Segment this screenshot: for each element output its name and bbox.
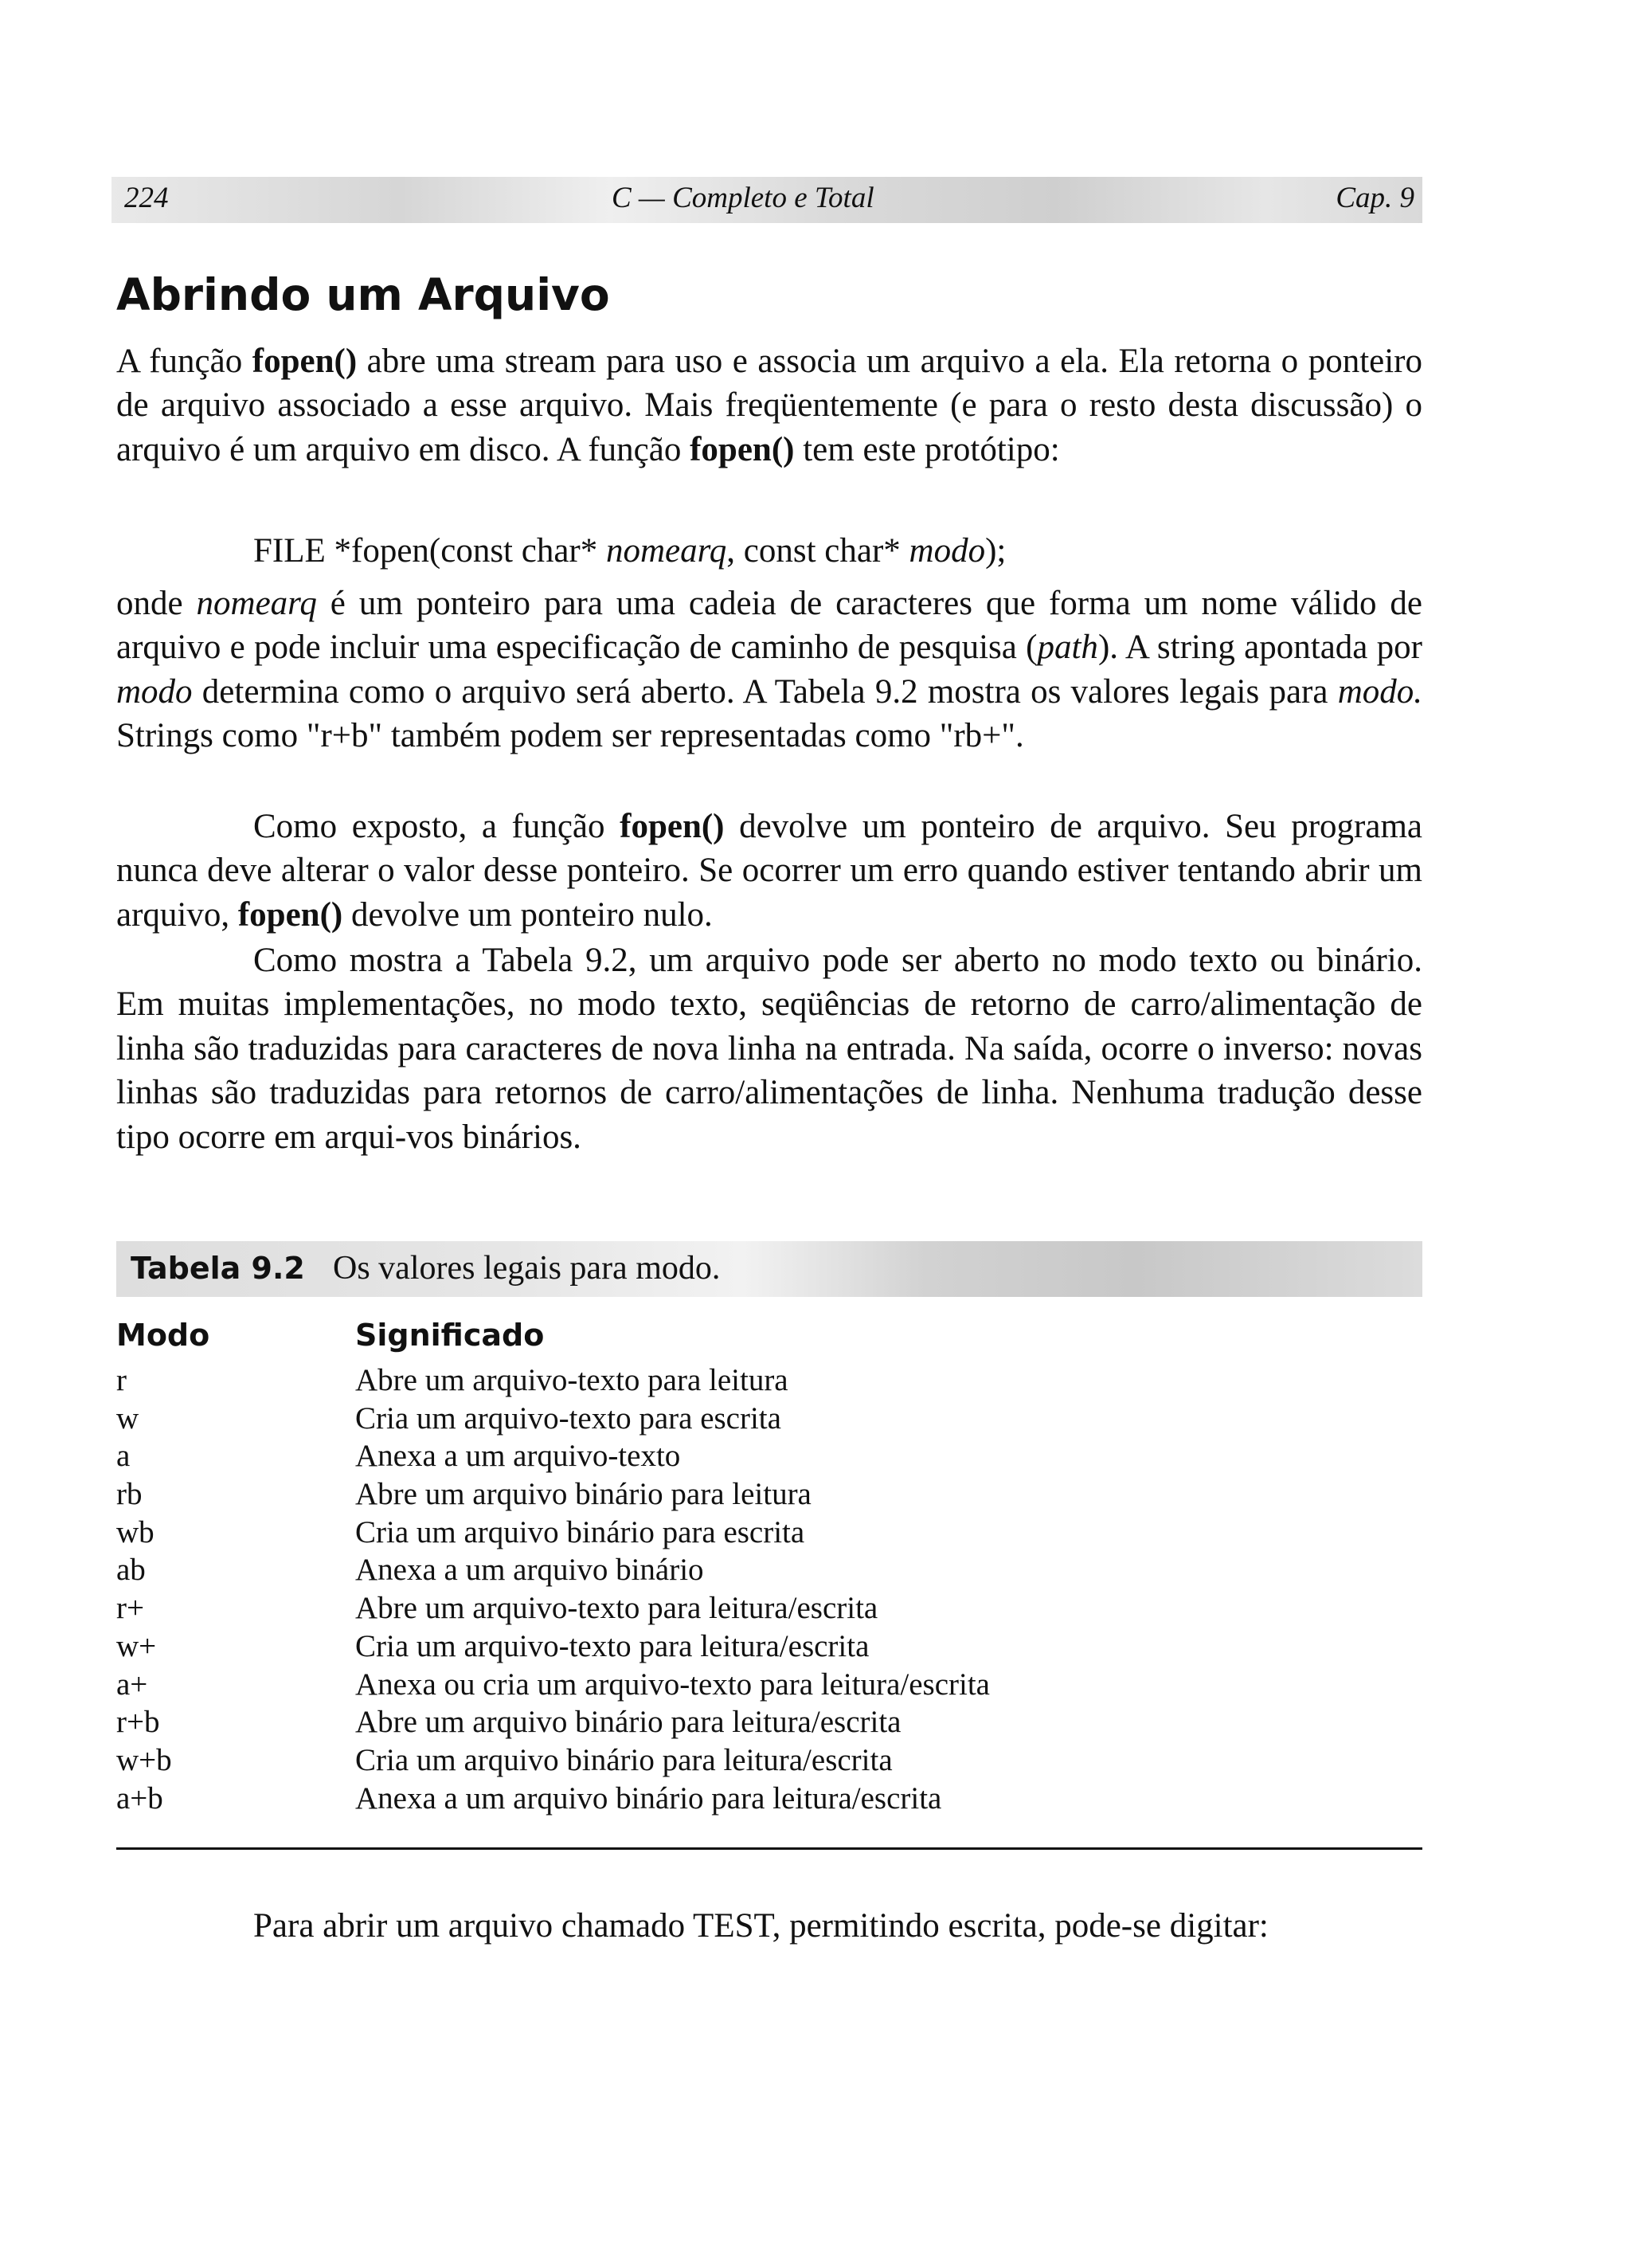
mode-cell: w+	[116, 1628, 157, 1663]
table-row	[116, 1438, 1422, 1476]
closing-sentence: Para abrir um arquivo chamado TEST, permitindo escrita, pode-se digitar:	[253, 1907, 1269, 1945]
text-run: devolve um ponteiro de arquivo. Seu programa nunca deve alterar o valor desse ponteiro. Se ocorrer um erro quando estiver tentando abrir um arquivo,	[116, 808, 1422, 934]
text-run: é um ponteiro para uma cadeia de caracteres que forma um nome válido de arquivo e pode incluir uma especificação de caminho de pesquisa (	[116, 585, 1423, 667]
param-name: nomearq	[196, 585, 317, 622]
meaning-cell: Anexa a um arquivo-texto	[355, 1439, 681, 1474]
text-run: abre uma stream para uso e associa um arquivo a ela. Ela retorna o ponteiro de arquivo associado a esse arquivo. Mais freqüentemente (e para o resto desta discussão) o arquivo é um arquivo em disco. A função	[116, 343, 1422, 468]
text-run: Strings como "r+b" também podem ser representadas como "rb+".	[116, 717, 1024, 755]
paragraph-intro	[116, 339, 1422, 472]
table-bottom-rule	[116, 1847, 1422, 1850]
text-run: determina como o arquivo será aberto. A Tabela 9.2 mostra os valores legais para	[192, 672, 1338, 711]
mode-cell: ab	[116, 1553, 146, 1588]
param-name: modo	[909, 532, 986, 570]
table-row	[116, 1590, 1422, 1628]
function-name: fopen()	[252, 343, 358, 380]
table-row	[116, 1742, 1422, 1780]
meaning-cell: Abre um arquivo binário para leitura/escrita	[355, 1705, 902, 1740]
function-prototype	[253, 529, 1006, 573]
paragraph-params	[116, 582, 1422, 758]
table-row	[116, 1476, 1422, 1514]
mode-cell: wb	[116, 1514, 154, 1549]
table-caption-label: Tabela 9.2	[131, 1251, 305, 1286]
mode-cell: a+b	[116, 1780, 163, 1816]
paragraph-text-binary: Como mostra a Tabela 9.2, um arquivo pode ser aberto no modo texto ou binário. Em muitas implementações, no modo texto, seqüências de retorno de carro/alimentação de linha são traduzidas para caracteres de nova linha na entrada. Na saída, ocorre o inverso: novas linhas são traduzidas para retornos de carro/alimentações de linha. Nenhuma tradução desse tipo ocorre em arqui-vos binários.	[116, 942, 1422, 1156]
table-row	[116, 1362, 1422, 1400]
italic-term: path	[1037, 629, 1098, 667]
text-run: tem este protótipo:	[794, 430, 1060, 468]
text-run: FILE *fopen(const char*	[253, 532, 606, 570]
function-name: fopen()	[690, 430, 795, 468]
table-header-mode: Modo	[116, 1318, 210, 1353]
meaning-cell: Abre um arquivo binário para leitura	[355, 1477, 812, 1512]
function-name: fopen()	[620, 808, 725, 845]
text-run: onde	[116, 585, 197, 622]
running-head	[111, 177, 1422, 223]
table-row	[116, 1400, 1422, 1439]
meaning-cell: Anexa ou cria um arquivo-texto para leitura/escrita	[355, 1667, 990, 1702]
meaning-cell: Anexa a um arquivo binário para leitura/escrita	[355, 1780, 942, 1816]
meaning-cell: Cria um arquivo-texto para leitura/escrita	[355, 1628, 870, 1663]
mode-cell: a+	[116, 1667, 148, 1702]
mode-cell: r+b	[116, 1705, 160, 1740]
text-run: A função	[116, 343, 252, 380]
table-caption	[116, 1241, 1422, 1297]
table-row	[116, 1667, 1422, 1705]
param-name: modo.	[1337, 672, 1422, 711]
text-run: );	[985, 532, 1007, 570]
meaning-cell: Abre um arquivo-texto para leitura/escrita	[355, 1591, 878, 1626]
paragraph-return-value	[116, 805, 1422, 937]
mode-cell: a	[116, 1439, 131, 1474]
meaning-cell: Cria um arquivo binário para escrita	[355, 1514, 805, 1549]
param-name: modo	[116, 672, 193, 711]
section-title: Abrindo um Arquivo	[116, 269, 610, 320]
table-header-meaning: Significado	[355, 1318, 545, 1353]
mode-cell: r	[116, 1363, 127, 1397]
text-run: ). A string apontada por	[1097, 629, 1422, 667]
text-run: Como exposto, a função	[253, 808, 620, 845]
table-row	[116, 1514, 1422, 1553]
text-run: , const char*	[726, 532, 909, 570]
mode-cell: w	[116, 1400, 139, 1436]
meaning-cell: Cria um arquivo binário para leitura/escrita	[355, 1742, 893, 1777]
table-row	[116, 1628, 1422, 1667]
table-row	[116, 1704, 1422, 1742]
mode-cell: w+b	[116, 1742, 172, 1777]
table-caption-text: Os valores legais para modo.	[333, 1250, 721, 1287]
meaning-cell: Abre um arquivo-texto para leitura	[355, 1363, 788, 1397]
param-name: nomearq	[606, 532, 727, 570]
function-name: fopen()	[237, 895, 343, 934]
chapter-label: Cap. 9	[1336, 182, 1414, 214]
page-number: 224	[124, 182, 169, 214]
meaning-cell: Cria um arquivo-texto para escrita	[355, 1400, 781, 1436]
mode-cell: r+	[116, 1591, 144, 1626]
text-run: devolve um ponteiro nulo.	[342, 895, 713, 934]
table-row	[116, 1780, 1422, 1819]
modes-table	[116, 1362, 1422, 1818]
meaning-cell: Anexa a um arquivo binário	[355, 1553, 704, 1588]
table-row	[116, 1552, 1422, 1590]
mode-cell: rb	[116, 1477, 143, 1512]
book-title: C — Completo e Total	[612, 182, 874, 214]
